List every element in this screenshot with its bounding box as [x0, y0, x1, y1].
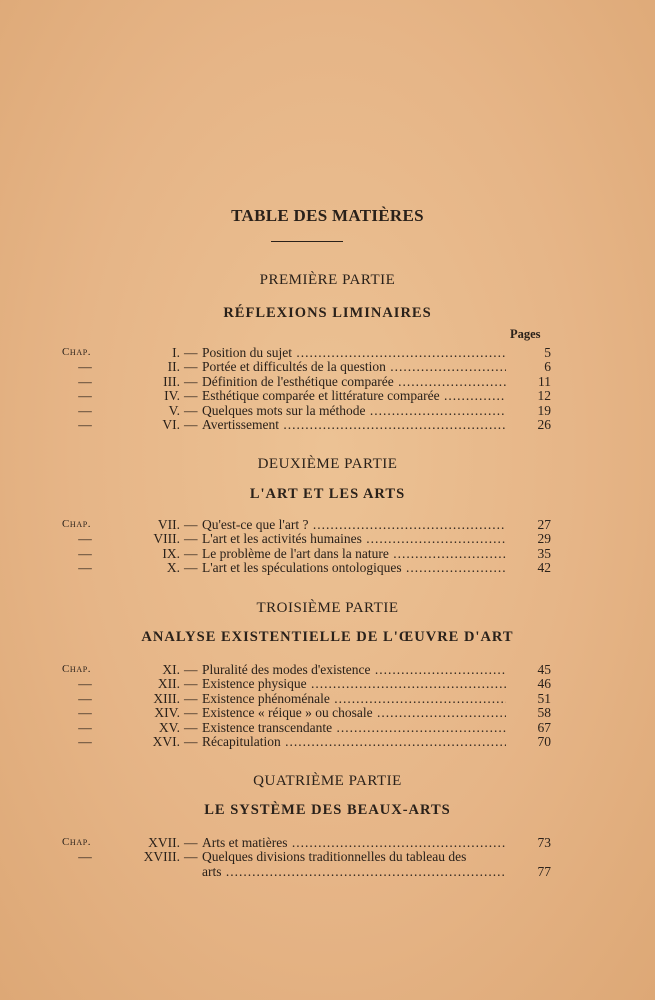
section-heading-2: L'ART ET LES ARTS: [249, 486, 406, 502]
page-number: 58: [537, 705, 551, 721]
toc-entry: [0, 517, 655, 532]
page-title: TABLE DES MATIÈRES: [231, 206, 424, 225]
chapter-title: Pluralité des modes d'existence .....: [202, 662, 506, 677]
toc-entry: [0, 546, 655, 561]
separator-dash: —: [184, 705, 198, 721]
title-rule: [271, 241, 343, 242]
part-heading-3: TROISIÈME PARTIE: [256, 600, 399, 616]
page-number: 12: [537, 388, 551, 404]
page-number: 29: [537, 531, 551, 547]
page-number: 77: [537, 863, 551, 879]
toc-entry: [0, 849, 655, 864]
ditto-dash: —: [78, 734, 92, 749]
toc-entry: [0, 734, 655, 749]
chapter-number: VII.: [157, 517, 180, 532]
chapter-label: Chap.: [62, 836, 92, 848]
chapter-title-continuation: arts .....: [202, 864, 506, 879]
separator-dash: —: [184, 402, 198, 418]
ditto-dash: —: [78, 719, 92, 735]
chapter-title: Quelques mots sur la méthode .....: [202, 403, 506, 418]
separator-dash: —: [184, 545, 198, 561]
toc-entry: [0, 691, 655, 706]
chapter-number: XV.: [158, 719, 180, 735]
toc-entry: [0, 374, 655, 389]
page-number: 45: [537, 662, 551, 677]
toc-entry: [0, 403, 655, 418]
chapter-title: Position du sujet .....: [202, 345, 506, 360]
separator-dash: —: [184, 560, 198, 576]
ditto-dash: —: [78, 849, 92, 865]
separator-dash: —: [184, 849, 198, 865]
pages-column-label: Pages: [510, 327, 541, 341]
separator-dash: —: [184, 517, 198, 532]
chapter-number: XVI.: [152, 734, 180, 749]
page-number: 19: [537, 402, 551, 418]
toc-entry: [0, 531, 655, 546]
toc-entry: [0, 662, 655, 677]
chapter-title: Existence physique .....: [202, 676, 506, 691]
chapter-title: Définition de l'esthétique comparée .....: [202, 374, 506, 389]
chapter-title: Le problème de l'art dans la nature .....: [202, 546, 506, 561]
chapter-number: IX.: [162, 545, 180, 561]
page-number: 11: [538, 373, 551, 389]
separator-dash: —: [184, 359, 198, 375]
separator-dash: —: [184, 417, 198, 432]
section-heading-4: LE SYSTÈME DES BEAUX-ARTS: [204, 802, 451, 818]
ditto-dash: —: [78, 545, 92, 561]
chapter-title: Quelques divisions traditionnelles du tableau des: [202, 849, 467, 865]
separator-dash: —: [184, 719, 198, 735]
ditto-dash: —: [78, 560, 92, 576]
part-heading-2: DEUXIÈME PARTIE: [257, 456, 398, 472]
separator-dash: —: [184, 734, 198, 749]
page-number: 46: [537, 676, 551, 692]
toc-entry: [0, 560, 655, 575]
ditto-dash: —: [78, 359, 92, 375]
separator-dash: —: [184, 676, 198, 692]
part-heading-1: PREMIÈRE PARTIE: [259, 272, 396, 288]
chapter-number: XII.: [157, 676, 180, 692]
chapter-number: XVIII.: [143, 849, 180, 865]
chapter-label: Chap.: [62, 346, 92, 358]
toc-entry-continuation: [0, 864, 655, 879]
page-number: 73: [537, 835, 551, 850]
chapter-number: XIV.: [154, 705, 180, 721]
toc-entry: [0, 417, 655, 432]
separator-dash: —: [184, 345, 198, 360]
page-number: 35: [537, 545, 551, 561]
chapter-number: XI.: [162, 662, 180, 677]
chapter-title: L'art et les spéculations ontologiques .....: [202, 560, 506, 575]
chapter-number: VIII.: [153, 531, 180, 547]
page-number: 51: [537, 690, 551, 706]
section-heading-1: RÉFLEXIONS LIMINAIRES: [223, 305, 432, 321]
toc-entry: [0, 720, 655, 735]
chapter-title: L'art et les activités humaines .....: [202, 531, 506, 546]
chapter-title: Qu'est-ce que l'art ? .....: [202, 517, 506, 532]
page-number: 5: [544, 345, 551, 360]
ditto-dash: —: [78, 388, 92, 404]
chapter-label: Chap.: [62, 663, 92, 675]
chapter-title: Avertissement .....: [202, 417, 506, 432]
chapter-number: IV.: [164, 388, 180, 404]
toc-entry: [0, 388, 655, 403]
chapter-number: VI.: [162, 417, 180, 432]
page-number: 42: [537, 560, 551, 576]
chapter-label: Chap.: [62, 518, 92, 530]
chapter-number: III.: [163, 373, 180, 389]
separator-dash: —: [184, 662, 198, 677]
page-number: 27: [537, 517, 551, 532]
part-heading-4: QUATRIÈME PARTIE: [253, 773, 402, 789]
separator-dash: —: [184, 690, 198, 706]
separator-dash: —: [184, 835, 198, 850]
ditto-dash: —: [78, 676, 92, 692]
toc-entry: [0, 705, 655, 720]
ditto-dash: —: [78, 373, 92, 389]
ditto-dash: —: [78, 690, 92, 706]
chapter-title: Récapitulation .....: [202, 734, 506, 749]
toc-entry: [0, 835, 655, 850]
chapter-title: Existence phénoménale .....: [202, 691, 506, 706]
page-number: 70: [537, 734, 551, 749]
page-number: 6: [544, 359, 551, 375]
ditto-dash: —: [78, 531, 92, 547]
chapter-number: I.: [172, 345, 180, 360]
chapter-number: II.: [167, 359, 180, 375]
chapter-title: Arts et matières .....: [202, 835, 506, 850]
chapter-title: Esthétique comparée et littérature comparée .....: [202, 388, 506, 403]
chapter-title: Portée et difficultés de la question .....: [202, 359, 506, 374]
toc-entry: [0, 676, 655, 691]
ditto-dash: —: [78, 417, 92, 432]
section-heading-3: ANALYSE EXISTENTIELLE DE L'ŒUVRE D'ART: [141, 629, 514, 645]
chapter-number: X.: [166, 560, 180, 576]
page-number: 26: [537, 417, 551, 432]
separator-dash: —: [184, 373, 198, 389]
chapter-title: Existence « réique » ou chosale .....: [202, 705, 506, 720]
chapter-number: V.: [168, 402, 180, 418]
separator-dash: —: [184, 531, 198, 547]
ditto-dash: —: [78, 402, 92, 418]
chapter-title: Existence transcendante .....: [202, 720, 506, 735]
chapter-number: XVII.: [148, 835, 180, 850]
ditto-dash: —: [78, 705, 92, 721]
page-number: 67: [537, 719, 551, 735]
toc-entry: [0, 359, 655, 374]
chapter-number: XIII.: [153, 690, 180, 706]
separator-dash: —: [184, 388, 198, 404]
toc-entry: [0, 345, 655, 360]
